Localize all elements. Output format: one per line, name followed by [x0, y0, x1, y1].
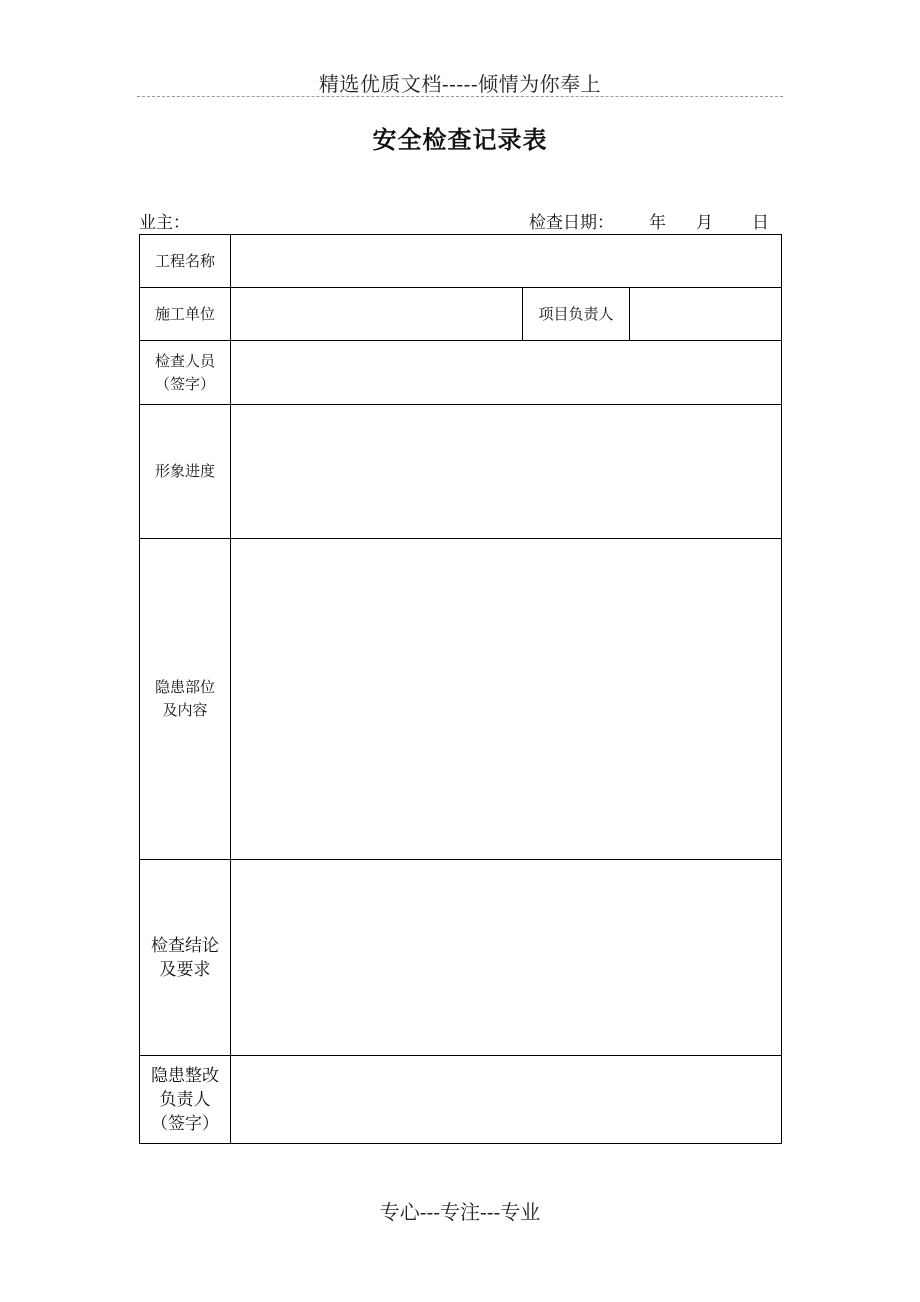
- row-inspectors: [140, 341, 782, 405]
- row-contractor: [140, 288, 782, 341]
- hazards-label-line1: 隐患部位: [154, 678, 215, 696]
- row-hazards: [140, 539, 782, 860]
- header-divider: [137, 96, 783, 97]
- owner-label: 业主：: [139, 213, 190, 233]
- project-manager-label: 项目负责人: [523, 288, 630, 341]
- progress-field[interactable]: [231, 405, 782, 539]
- hazards-label: [140, 539, 231, 860]
- row-rectification: [140, 1056, 782, 1144]
- hazards-field[interactable]: [231, 539, 782, 860]
- project-manager-field[interactable]: [630, 288, 782, 341]
- year-label: 年: [649, 213, 666, 233]
- inspectors-signature-field[interactable]: [231, 341, 782, 405]
- page-header-text: 精选优质文档-----倾情为你奉上: [318, 72, 602, 96]
- inspection-record-table: [139, 234, 782, 1144]
- conclusion-field[interactable]: [231, 860, 782, 1056]
- inspectors-label-line2: （签字）: [154, 374, 215, 393]
- rectification-label-line1: 隐患整改: [151, 1065, 219, 1086]
- month-label: 月: [696, 213, 713, 233]
- row-progress: [140, 405, 782, 539]
- contractor-field[interactable]: [231, 288, 523, 341]
- conclusion-label-line1: 检查结论: [151, 935, 219, 956]
- day-label: 日: [752, 213, 769, 233]
- inspectors-label-line1: 检查人员: [154, 351, 215, 370]
- form-title: 安全检查记录表: [372, 126, 548, 154]
- inspection-date-label: 检查日期：: [529, 213, 614, 233]
- row-conclusion: [140, 860, 782, 1056]
- row-project-name: [140, 235, 782, 288]
- inspectors-label: [140, 341, 231, 405]
- rectification-signature-field[interactable]: [231, 1056, 782, 1144]
- rectification-label: [140, 1056, 231, 1144]
- conclusion-label-line2: 及要求: [159, 959, 211, 980]
- contractor-label: 施工单位: [140, 288, 231, 341]
- progress-label: 形象进度: [140, 405, 231, 539]
- project-name-label: 工程名称: [140, 235, 231, 288]
- hazards-label-line2: 及内容: [162, 701, 208, 719]
- project-name-field[interactable]: [231, 235, 782, 288]
- rectification-label-line3: （签字）: [151, 1113, 219, 1134]
- conclusion-label: [140, 860, 231, 1056]
- page-footer-text: 专心---专注---专业: [379, 1200, 541, 1224]
- rectification-label-line2: 负责人: [159, 1089, 211, 1110]
- meta-row: [139, 208, 779, 232]
